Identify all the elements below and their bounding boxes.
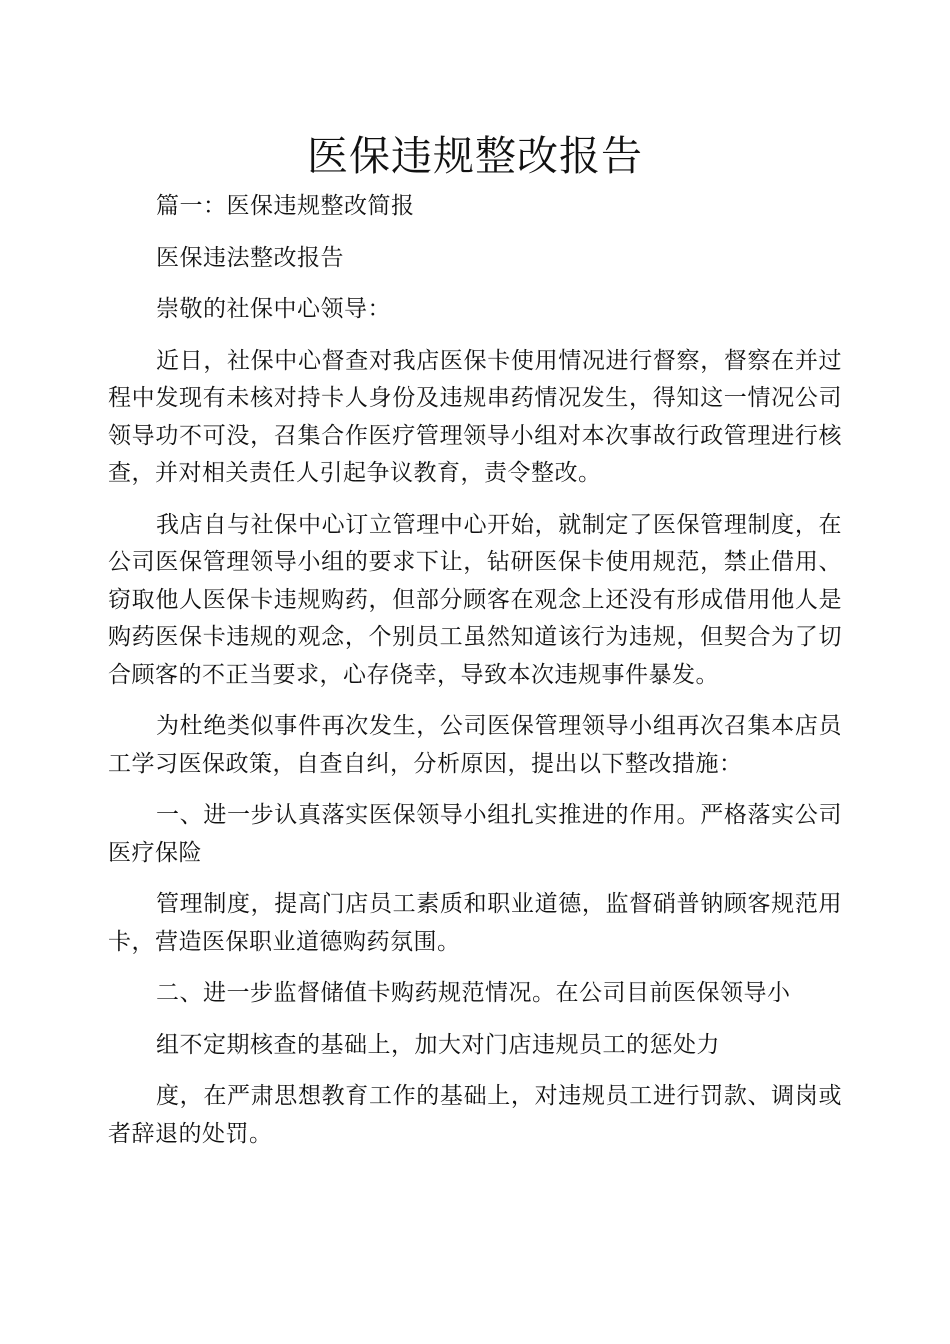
document-body [108,188,842,1167]
paragraph-measure-two-cont: 组不定期核查的基础上，加大对门店违规员工的惩处力 [156,1031,720,1058]
paragraph-inspection: 近日，社保中心督查对我店医保卡使用情况进行督察，督察在并过程中发现有未核对持卡人身份及违规串药情况发生，得知这一情况公司领导功不可没，召集合作医疗管理领导小组对本次事故行政管理进行核查，并对相关责任人引起争议教育，责令整改。 [108,347,842,486]
paragraph-measures-intro: 为杜绝类似事件再次发生，公司医保管理领导小组再次召集本店员工学习医保政策，自查自纠，分析原因，提出以下整改措施： [108,713,842,777]
paragraph-measure-one: 一、进一步认真落实医保领导小组扎实推进的作用。严格落实公司医疗保险 [108,802,842,866]
paragraph-measure-one-cont: 管理制度，提高门店员工素质和职业道德，监督硝普钠顾客规范用卡，营造医保职业道德购药氛围。 [108,891,842,955]
paragraph-measure-two-end: 度，在严肃思想教育工作的基础上，对违规员工进行罚款、调岗或者辞退的处罚。 [108,1083,842,1147]
paragraph-subtitle: 篇一：医保违规整改简报 [156,193,415,219]
document-title: 医保违规整改报告 [307,132,643,181]
paragraph-salutation: 崇敬的社保中心领导： [156,296,391,322]
paragraph-measure-two: 二、进一步监督储值卡购药规范情况。在公司目前医保领导小 [156,980,791,1006]
paragraph-management: 我店自与社保中心订立管理中心开始，就制定了医保管理制度，在公司医保管理领导小组的要求下让，钻研医保卡使用规范，禁止借用、窃取他人医保卡违规购药，但部分顾客在观念上还没有形成借用他人是购药医保卡违规的观念，个别员工虽然知道该行为违规，但契合为了切合顾客的不正当要求，心存侥幸，导致本次违规事件暴发。 [108,511,842,688]
paragraph-report-name: 医保违法整改报告 [156,244,344,271]
